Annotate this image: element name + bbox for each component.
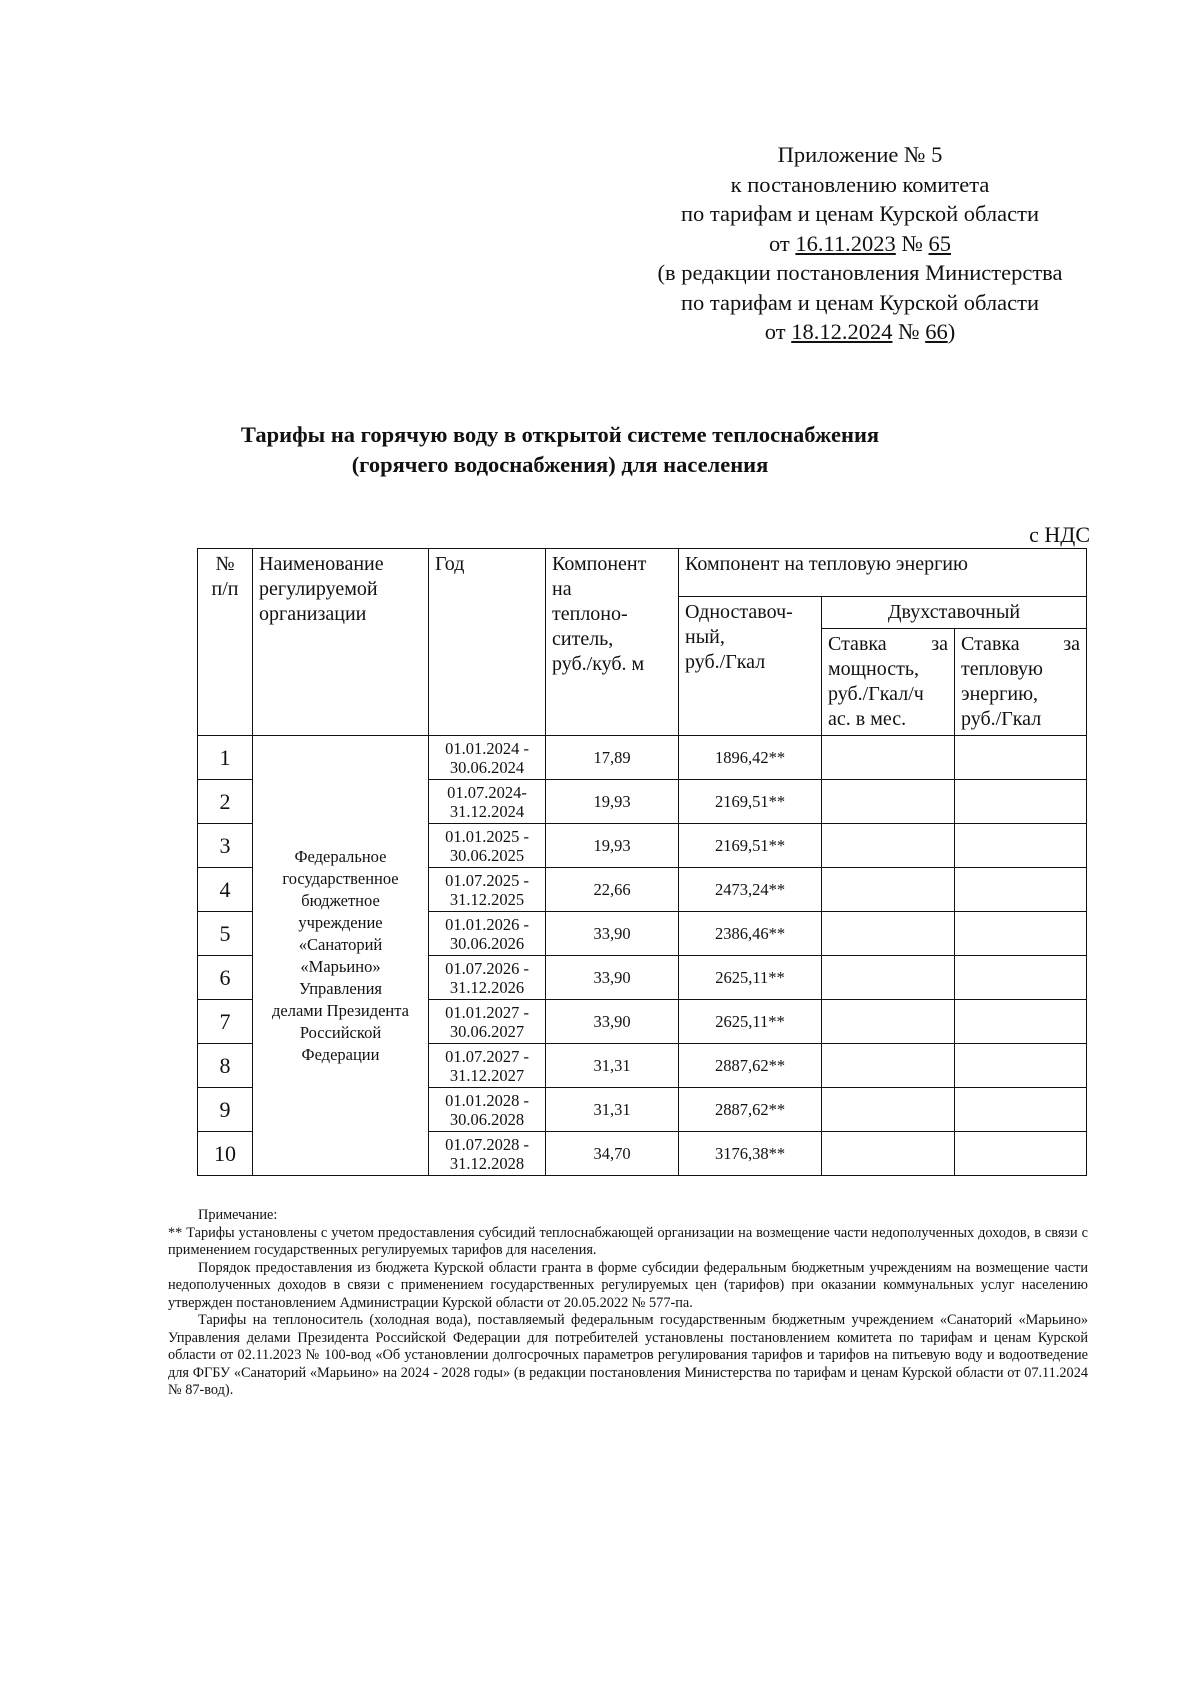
title-line-1: Тарифы на горячую воду в открытой системе теплоснабжения bbox=[240, 422, 880, 447]
organization-name-line: делами Президента bbox=[272, 1000, 409, 1020]
row-number: 6 bbox=[198, 956, 253, 1000]
header-capacity-rate: Ставка за мощность, руб./Гкал/ч ас. в мес. bbox=[822, 629, 955, 736]
capacity-rate-value bbox=[822, 1088, 955, 1132]
energy-rate-value bbox=[955, 956, 1087, 1000]
period-to: 30.06.2027 bbox=[449, 1021, 525, 1041]
header-year: Год bbox=[429, 549, 546, 736]
notes bbox=[168, 1207, 1088, 1400]
single-rate-value: 2169,51** bbox=[679, 824, 822, 868]
heat-carrier-value: 17,89 bbox=[546, 736, 679, 780]
row-number: 9 bbox=[198, 1088, 253, 1132]
period-from: 01.01.2028 - bbox=[445, 1090, 529, 1110]
heat-carrier-value: 33,90 bbox=[546, 956, 679, 1000]
table-body bbox=[198, 736, 1087, 1176]
capacity-rate-value bbox=[822, 736, 955, 780]
annex-line-3: по тарифам и ценам Курской области bbox=[680, 201, 1040, 226]
period-from: 01.07.2025 - bbox=[445, 870, 529, 890]
header-heat-carrier: Компонент на теплоно- ситель, руб./куб. м bbox=[546, 549, 679, 736]
energy-rate-value bbox=[955, 1044, 1087, 1088]
row-number: 4 bbox=[198, 868, 253, 912]
single-rate-value: 2386,46** bbox=[679, 912, 822, 956]
single-rate-value: 2887,62** bbox=[679, 1044, 822, 1088]
organization-name-line: государственное bbox=[282, 868, 399, 888]
organization-name bbox=[253, 736, 429, 1176]
period-from: 01.07.2024- bbox=[447, 782, 527, 802]
energy-rate-value bbox=[955, 868, 1087, 912]
row-number: 1 bbox=[198, 736, 253, 780]
capacity-rate-value bbox=[822, 824, 955, 868]
period-to: 30.06.2024 bbox=[449, 757, 525, 777]
note-grant-procedure: Порядок предоставления из бюджета Курской области гранта в форме субсидии федеральным бюджетным учреждениям на возмещение части недополученных доходов в связи с применением государственных регулируемых цен (тарифов) при оказании коммунальных услуг населению утвержден постановлением Администрации Курской области от 20.05.2022 № 577-па. bbox=[168, 1259, 1088, 1311]
energy-rate-value bbox=[955, 824, 1087, 868]
period-from: 01.07.2027 - bbox=[445, 1046, 529, 1066]
single-rate-value: 2169,51** bbox=[679, 780, 822, 824]
title-line-2: (горячего водоснабжения) для населения bbox=[351, 452, 769, 477]
header-thermal-energy: Компонент на тепловую энергию bbox=[679, 549, 1087, 597]
period bbox=[429, 956, 546, 1000]
heat-carrier-value: 19,93 bbox=[546, 824, 679, 868]
single-rate-value: 1896,42** bbox=[679, 736, 822, 780]
period-to: 31.12.2028 bbox=[449, 1153, 525, 1173]
period bbox=[429, 912, 546, 956]
heat-carrier-value: 33,90 bbox=[546, 912, 679, 956]
single-rate-value: 2625,11** bbox=[679, 956, 822, 1000]
period-from: 01.01.2027 - bbox=[445, 1002, 529, 1022]
notes-heading: Примечание: bbox=[198, 1207, 278, 1223]
row-number: 2 bbox=[198, 780, 253, 824]
period bbox=[429, 1088, 546, 1132]
organization-name-line: «Марьино» bbox=[300, 956, 381, 976]
annex-number-prefix: № bbox=[895, 230, 929, 256]
period bbox=[429, 1044, 546, 1088]
capacity-rate-value bbox=[822, 1132, 955, 1176]
tariff-table bbox=[197, 548, 1087, 1176]
single-rate-value: 2625,11** bbox=[679, 1000, 822, 1044]
header-single-rate: Одноставоч- ный, руб./Гкал bbox=[679, 597, 822, 736]
heat-carrier-value: 31,31 bbox=[546, 1044, 679, 1088]
annex-date-prefix: от bbox=[768, 230, 796, 256]
organization-name-line: учреждение bbox=[298, 912, 383, 932]
period bbox=[429, 824, 546, 868]
heat-carrier-value: 33,90 bbox=[546, 1000, 679, 1044]
organization-name-line: Федерации bbox=[301, 1044, 380, 1064]
annex-line-7 bbox=[630, 317, 1090, 347]
row-number: 3 bbox=[198, 824, 253, 868]
note-subsidy: ** Тарифы установлены с учетом предоставления субсидий теплоснабжающей организации на возмещение части недополученных доходов, в связи с применением государственных регулируемых тарифов для населения. bbox=[168, 1224, 1088, 1258]
period bbox=[429, 1000, 546, 1044]
capacity-rate-value bbox=[822, 912, 955, 956]
period-to: 31.12.2025 bbox=[449, 889, 525, 909]
header-number: № п/п bbox=[198, 549, 253, 736]
period-to: 30.06.2028 bbox=[449, 1109, 525, 1129]
row-number: 7 bbox=[198, 1000, 253, 1044]
period-to: 31.12.2027 bbox=[449, 1065, 525, 1085]
period bbox=[429, 780, 546, 824]
single-rate-value: 2887,62** bbox=[679, 1088, 822, 1132]
annex-line-5: (в редакции постановления Министерства bbox=[657, 260, 1063, 285]
single-rate-value: 2473,24** bbox=[679, 868, 822, 912]
note-heat-carrier: Тарифы на теплоноситель (холодная вода), поставляемый федеральным государственным бюджетным учреждением «Санаторий «Марьино» Управления делами Президента Российской Федерации для потребителей установлены постановлением комитета по тарифам и ценам Курской области от 02.11.2023 № 100-вод «Об установлении долгосрочных параметров регулирования тарифов и тарифов на питьевую воду и водоотведение для ФГБУ «Санаторий «Марьино» на 2024 - 2028 годы» (в редакции постановления Министерства по тарифам и ценам Курской области от 07.11.2024 № 87-вод). bbox=[168, 1312, 1088, 1398]
period-from: 01.01.2025 - bbox=[445, 826, 529, 846]
capacity-rate-value bbox=[822, 1044, 955, 1088]
annex-date: 16.11.2023 bbox=[795, 230, 896, 256]
period-from: 01.07.2028 - bbox=[445, 1134, 529, 1154]
period-from: 01.07.2026 - bbox=[445, 958, 529, 978]
capacity-rate-value bbox=[822, 780, 955, 824]
period-from: 01.01.2026 - bbox=[445, 914, 529, 934]
energy-rate-value bbox=[955, 736, 1087, 780]
energy-rate-value bbox=[955, 1088, 1087, 1132]
annex-decree-number: 65 bbox=[928, 230, 952, 256]
annex-number: Приложение № 5 bbox=[777, 142, 943, 167]
amend-date: 18.12.2024 bbox=[791, 319, 893, 344]
heat-carrier-value: 31,31 bbox=[546, 1088, 679, 1132]
header-two-part: Двухставочный bbox=[822, 597, 1087, 629]
organization-name-line: Управления bbox=[298, 978, 382, 998]
heat-carrier-value: 34,70 bbox=[546, 1132, 679, 1176]
heat-carrier-value: 22,66 bbox=[546, 868, 679, 912]
vat-note: с НДС bbox=[1029, 522, 1090, 547]
period bbox=[429, 868, 546, 912]
amend-close-paren: ) bbox=[947, 319, 956, 344]
period-to: 30.06.2026 bbox=[449, 933, 525, 953]
organization-name-line: бюджетное bbox=[301, 890, 380, 910]
period-to: 31.12.2026 bbox=[449, 977, 525, 997]
row-number: 8 bbox=[198, 1044, 253, 1088]
organization-name-line: Федеральное bbox=[294, 846, 387, 866]
period-to: 31.12.2024 bbox=[449, 801, 525, 821]
annex-line-4 bbox=[630, 229, 1090, 259]
row-number: 10 bbox=[198, 1132, 253, 1176]
table-row bbox=[198, 736, 1087, 780]
organization-name-line: Российской bbox=[299, 1022, 382, 1042]
amend-decree-number: 66 bbox=[925, 319, 948, 344]
energy-rate-value bbox=[955, 780, 1087, 824]
amend-date-prefix: от bbox=[764, 319, 792, 344]
capacity-rate-value bbox=[822, 1000, 955, 1044]
capacity-rate-value bbox=[822, 956, 955, 1000]
capacity-rate-value bbox=[822, 868, 955, 912]
annex-line-2: к постановлению комитета bbox=[730, 171, 990, 197]
single-rate-value: 3176,38** bbox=[679, 1132, 822, 1176]
period bbox=[429, 1132, 546, 1176]
period-from: 01.01.2024 - bbox=[445, 738, 529, 758]
heat-carrier-value: 19,93 bbox=[546, 780, 679, 824]
document-title bbox=[200, 420, 920, 480]
header-energy-rate: Ставка за тепловую энергию, руб./Гкал bbox=[955, 629, 1087, 736]
header-organization: Наименование регулируемой организации bbox=[253, 549, 429, 736]
energy-rate-value bbox=[955, 1132, 1087, 1176]
row-number: 5 bbox=[198, 912, 253, 956]
organization-name-line: «Санаторий bbox=[298, 934, 383, 954]
energy-rate-value bbox=[955, 912, 1087, 956]
amend-number-prefix: № bbox=[892, 319, 926, 344]
annex-line-6: по тарифам и ценам Курской области bbox=[680, 289, 1040, 315]
period bbox=[429, 736, 546, 780]
energy-rate-value bbox=[955, 1000, 1087, 1044]
period-to: 30.06.2025 bbox=[449, 845, 525, 865]
annex-header bbox=[630, 140, 1090, 347]
